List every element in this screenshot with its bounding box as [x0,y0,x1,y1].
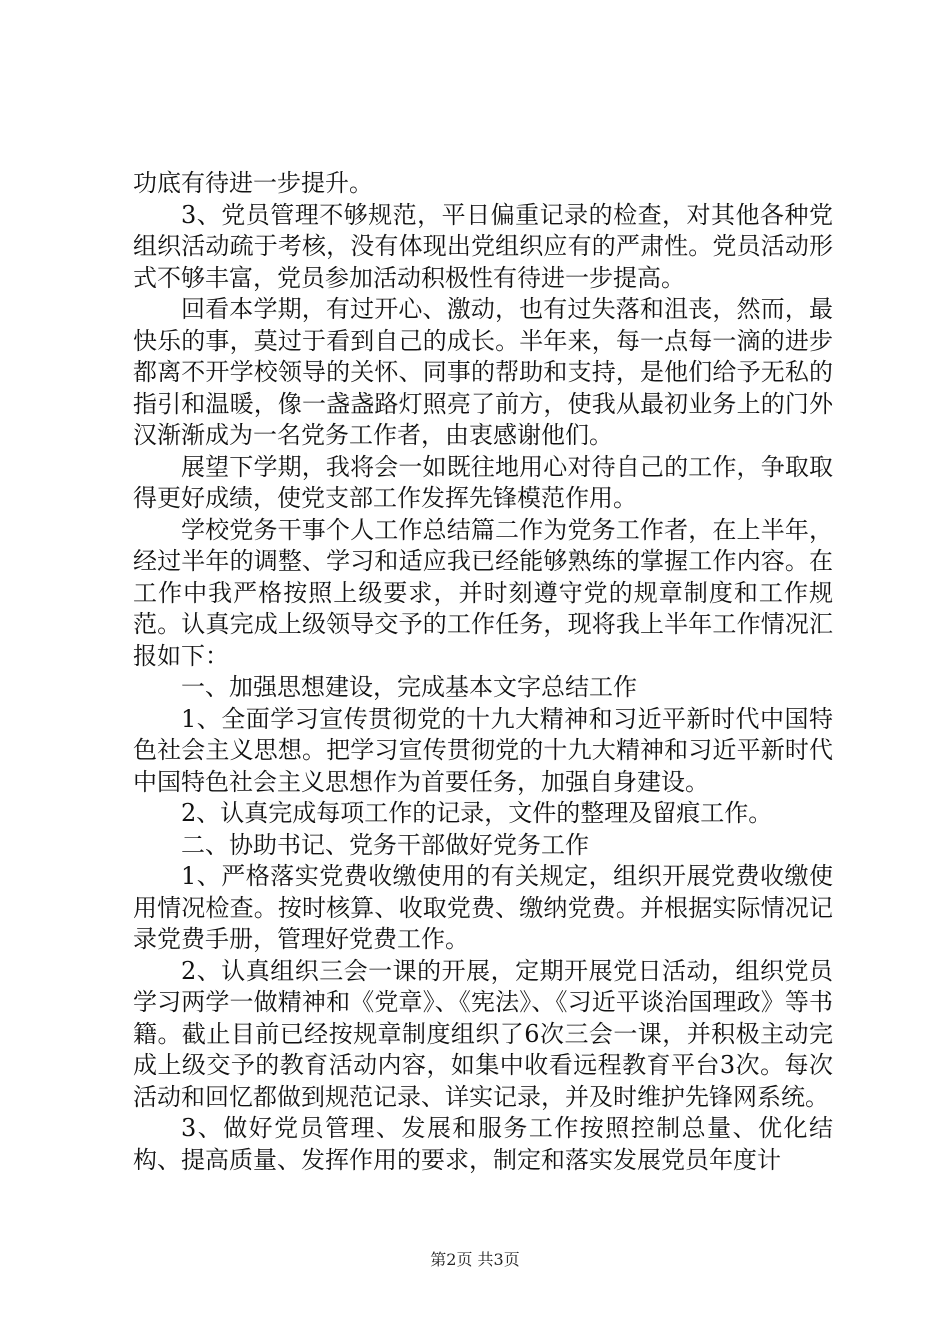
paragraph-5: 学校党务干事个人工作总结篇二作为党务工作者，在上半年，经过半年的调整、学习和适应我已经能够熟练的掌握工作内容。在工作中我严格按照上级要求，并时刻遵守党的规章制度和工作规范。认真完成上级领导交予的工作任务，现将我上半年工作情况汇报如下： [133,515,833,670]
paragraph-4: 展望下学期，我将会一如既往地用心对待自己的工作，争取取得更好成绩，使党支部工作发挥先锋模范作用。 [133,452,833,512]
paragraph-2: 3、党员管理不够规范，平日偏重记录的检查，对其他各种党组织活动疏于考核，没有体现出党组织应有的严肃性。党员活动形式不够丰富，党员参加活动积极性有待进一步提高。 [133,200,833,292]
paragraph-10: 1、严格落实党费收缴使用的有关规定，组织开展党费收缴使用情况检查。按时核算、收取党费、缴纳党费。并根据实际情况记录党费手册，管理好党费工作。 [133,862,833,953]
paragraph-3: 回看本学期，有过开心、激动，也有过失落和沮丧，然而，最快乐的事，莫过于看到自己的成长。半年来，每一点每一滴的进步都离不开学校领导的关怀、同事的帮助和支持，是他们给予无私的指引和温暖，像一盏盏路灯照亮了前方，使我从最初业务上的门外汉渐渐成为一名党务工作者，由衷感谢他们。 [133,295,833,449]
paragraph-7: 1、全面学习宣传贯彻党的十九大精神和习近平新时代中国特色社会主义思想。把学习宣传贯彻党的十九大精神和习近平新时代中国特色社会主义思想作为首要任务，加强自身建设。 [133,704,833,796]
paragraph-1: 功底有待进一步提升。 [133,169,373,197]
paragraph-12: 3、做好党员管理、发展和服务工作按照控制总量、优化结构、提高质量、发挥作用的要求，制定和落实发展党员年度计 [133,1114,833,1174]
paragraph-11: 2、认真组织三会一课的开展，定期开展党日活动，组织党员学习两学一做精神和《党章》、《宪法》、《习近平谈治国理政》等书籍。截止目前已经按规章制度组织了6次三会一课，并积极主动完成上级交予的教育活动内容，如集中收看远程教育平台3次。每次活动和回忆都做到规范记录、详实记录，并及时维护先锋网系统。 [133,956,833,1111]
paragraph-8: 2、认真完成每项工作的记录，文件的整理及留痕工作。 [181,799,773,827]
section-heading-1: 一、加强思想建设，完成基本文字总结工作 [181,673,637,701]
section-heading-2: 二、协助书记、党务干部做好党务工作 [181,830,589,859]
document-body [133,168,833,1176]
page-number-footer: 第2页 共3页 [430,1250,520,1269]
